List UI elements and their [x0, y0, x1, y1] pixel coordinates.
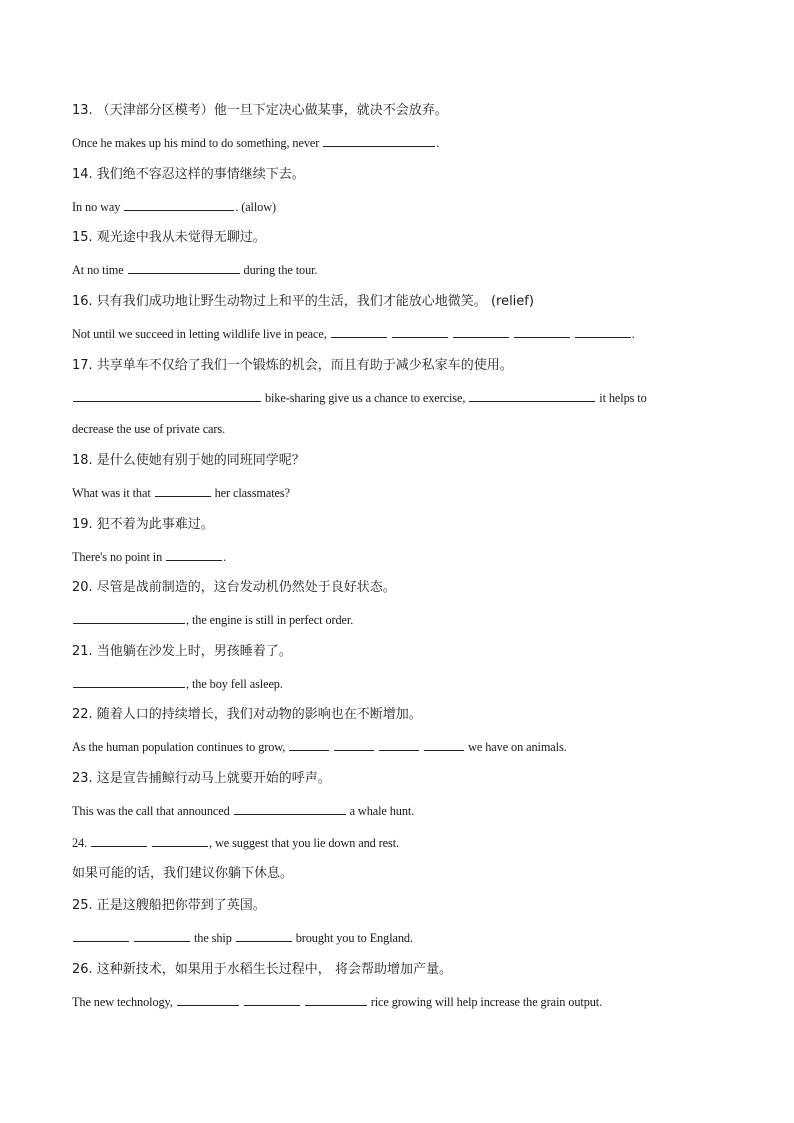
answer-blank[interactable] — [91, 835, 147, 847]
question-20-english — [72, 612, 714, 628]
question-15-english — [72, 262, 714, 278]
question-23-text-a: This was the call that announced — [72, 804, 233, 818]
question-23-text-b: a whale hunt. — [346, 804, 415, 818]
answer-blank[interactable] — [234, 803, 346, 815]
question-21-english — [72, 676, 714, 692]
question-26-text-a: The new technology, — [72, 995, 176, 1009]
answer-blank[interactable] — [244, 994, 300, 1006]
question-26-chinese: 26. 这种新技术，如果用于水稻生长过程中， 将会帮助增加产量。 — [72, 962, 452, 977]
question-13-text-b: . — [436, 136, 440, 150]
question-17-english — [72, 390, 714, 406]
answer-blank[interactable] — [124, 199, 234, 211]
answer-blank[interactable] — [152, 835, 208, 847]
question-16-text-b: . — [631, 327, 635, 341]
question-22-english — [72, 739, 714, 755]
question-26-english — [72, 994, 714, 1010]
question-22-text-a: As the human population continues to grow, — [72, 740, 289, 754]
question-16-text-a: Not until we succeed in letting wildlife live in peace, — [72, 327, 330, 341]
question-16-chinese: 16. 只有我们成功地让野生动物过上和平的生活，我们才能放心地微笑。 (relief) — [72, 294, 534, 309]
question-15-chinese: 15. 观光途中我从未觉得无聊过。 — [72, 230, 266, 245]
question-21-chinese: 21. 当他躺在沙发上时，男孩睡着了。 — [72, 644, 292, 659]
question-21-text-b: , the boy fell asleep. — [186, 677, 283, 691]
answer-blank[interactable] — [334, 739, 374, 751]
question-17-text-a: bike-sharing give us a chance to exercise, — [262, 391, 469, 405]
answer-blank[interactable] — [73, 612, 185, 624]
answer-blank[interactable] — [575, 326, 631, 338]
question-23-english — [72, 803, 714, 819]
answer-blank[interactable] — [236, 930, 292, 942]
question-18-chinese: 18. 是什么使她有别于她的同班同学呢？ — [72, 453, 305, 468]
answer-blank[interactable] — [331, 326, 387, 338]
question-14-text-a: In no way — [72, 200, 124, 214]
question-18-text-a: What was it that — [72, 486, 154, 500]
answer-blank[interactable] — [166, 549, 222, 561]
question-14-english — [72, 199, 714, 215]
answer-blank[interactable] — [469, 390, 595, 402]
answer-blank[interactable] — [453, 326, 509, 338]
question-24-chinese: 如果可能的话，我们建议你躺下休息。 — [72, 866, 294, 881]
question-14-chinese: 14. 我们绝不容忍这样的事情继续下去。 — [72, 167, 305, 182]
answer-blank[interactable] — [134, 930, 190, 942]
answer-blank[interactable] — [379, 739, 419, 751]
question-19-chinese: 19. 犯不着为此事难过。 — [72, 517, 214, 532]
answer-blank[interactable] — [514, 326, 570, 338]
question-17-text-b: it helps to — [596, 391, 647, 405]
question-22-chinese: 22. 随着人口的持续增长，我们对动物的影响也在不断增加。 — [72, 707, 422, 722]
answer-blank[interactable] — [73, 676, 185, 688]
question-25-text-b: brought you to England. — [292, 931, 413, 945]
answer-blank[interactable] — [323, 135, 435, 147]
question-19-text-b: . — [223, 550, 227, 564]
answer-blank[interactable] — [155, 485, 211, 497]
question-18-text-b: her classmates? — [211, 486, 290, 500]
question-24-number: 24. — [72, 836, 91, 850]
question-23-chinese: 23. 这是宣告捕鲸行动马上就要开始的呼声。 — [72, 771, 331, 786]
question-20-text-b: , the engine is still in perfect order. — [186, 613, 354, 627]
question-25-english — [72, 930, 714, 946]
question-26-text-b: rice growing will help increase the grain output. — [367, 995, 603, 1009]
question-17-english-continued: decrease the use of private cars. — [72, 422, 226, 436]
question-19-english — [72, 549, 714, 565]
answer-blank[interactable] — [73, 390, 261, 402]
question-25-chinese: 25. 正是这艘船把你带到了英国。 — [72, 898, 266, 913]
question-22-text-b: we have on animals. — [465, 740, 567, 754]
answer-blank[interactable] — [177, 994, 239, 1006]
answer-blank[interactable] — [392, 326, 448, 338]
question-13-text-a: Once he makes up his mind to do something, never — [72, 136, 323, 150]
question-19-text-a: There's no point in — [72, 550, 166, 564]
answer-blank[interactable] — [424, 739, 464, 751]
question-13-english — [72, 135, 714, 151]
answer-blank[interactable] — [305, 994, 367, 1006]
question-15-text-b: during the tour. — [240, 263, 318, 277]
question-17-chinese: 17. 共享单车不仅给了我们一个锻炼的机会，而且有助于减少私家车的使用。 — [72, 358, 513, 373]
answer-blank[interactable] — [73, 930, 129, 942]
question-24-english — [72, 835, 714, 851]
question-15-text-a: At no time — [72, 263, 127, 277]
question-20-chinese: 20. 尽管是战前制造的，这台发动机仍然处于良好状态。 — [72, 580, 396, 595]
question-24-text-b: , we suggest that you lie down and rest. — [209, 836, 400, 850]
answer-blank[interactable] — [128, 262, 240, 274]
question-13-chinese: 13. （天津部分区模考）他一旦下定决心做某事，就决不会放弃。 — [72, 103, 448, 118]
question-25-text-a: the ship — [190, 931, 235, 945]
question-14-text-b: . (allow) — [235, 200, 277, 214]
answer-blank[interactable] — [289, 739, 329, 751]
question-16-english — [72, 326, 714, 342]
question-18-english — [72, 485, 714, 501]
